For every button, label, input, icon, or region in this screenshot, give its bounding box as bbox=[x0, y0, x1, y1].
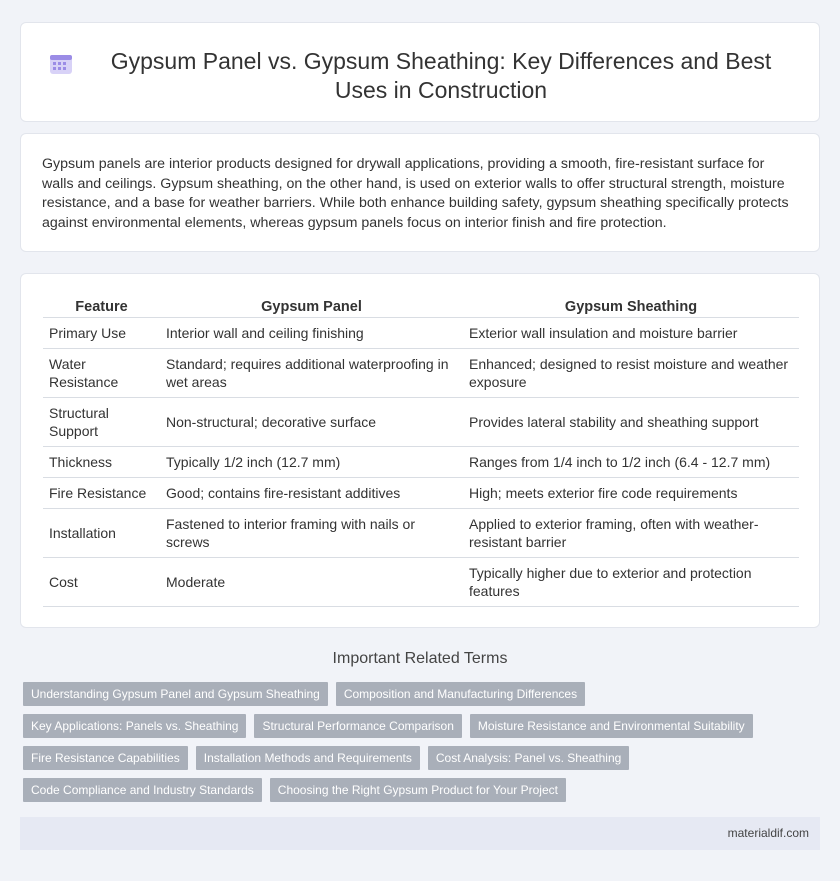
related-term-tag[interactable]: Structural Performance Comparison bbox=[254, 714, 461, 738]
table-row bbox=[43, 398, 799, 447]
related-term-tag[interactable]: Composition and Manufacturing Differences bbox=[336, 682, 585, 706]
related-term-tag[interactable]: Code Compliance and Industry Standards bbox=[23, 778, 262, 802]
intro-card bbox=[20, 133, 820, 252]
panel-cell: Interior wall and ceiling finishing bbox=[160, 318, 463, 349]
title-card bbox=[20, 22, 820, 122]
intro-paragraph: Gypsum panels are interior products designed for drywall applications, providing a smooth, fire-resistant surface for walls and ceilings. Gypsum sheathing, on the other hand, is used on exterior walls to offer structural strength, moisture resistance, and a base for weather barriers. While both enhance building safety, gypsum sheathing specifically protects against environmental elements, whereas gypsum panels focus on interior finish and fire protection. bbox=[42, 156, 789, 231]
header-gypsum-panel: Gypsum Panel bbox=[160, 295, 463, 318]
table-row bbox=[43, 349, 799, 398]
sheathing-cell: Ranges from 1/4 inch to 1/2 inch (6.4 - 12.7 mm) bbox=[463, 447, 799, 478]
feature-cell: Installation bbox=[43, 509, 160, 558]
related-term-tag[interactable]: Key Applications: Panels vs. Sheathing bbox=[23, 714, 246, 738]
footer bbox=[20, 817, 820, 850]
related-terms-list bbox=[23, 682, 823, 810]
table-row bbox=[43, 558, 799, 607]
related-term-tag[interactable]: Choosing the Right Gypsum Product for Your Project bbox=[270, 778, 566, 802]
calendar-grid-icon bbox=[49, 53, 73, 80]
panel-cell: Moderate bbox=[160, 558, 463, 607]
feature-cell: Thickness bbox=[43, 447, 160, 478]
related-term-tag[interactable]: Understanding Gypsum Panel and Gypsum Sheathing bbox=[23, 682, 328, 706]
comparison-card bbox=[20, 273, 820, 628]
feature-cell: Cost bbox=[43, 558, 160, 607]
sheathing-cell: Exterior wall insulation and moisture barrier bbox=[463, 318, 799, 349]
footer-site-link[interactable]: materialdif.com bbox=[727, 826, 809, 840]
related-terms-heading: Important Related Terms bbox=[332, 650, 508, 667]
table-row bbox=[43, 447, 799, 478]
related-term-tag[interactable]: Cost Analysis: Panel vs. Sheathing bbox=[428, 746, 629, 770]
sheathing-cell: Typically higher due to exterior and protection features bbox=[463, 558, 799, 607]
sheathing-cell: Provides lateral stability and sheathing support bbox=[463, 398, 799, 447]
table-row bbox=[43, 509, 799, 558]
panel-cell: Good; contains fire-resistant additives bbox=[160, 478, 463, 509]
table-row bbox=[43, 478, 799, 509]
table-header-row bbox=[43, 295, 799, 318]
panel-cell: Fastened to interior framing with nails or screws bbox=[160, 509, 463, 558]
header-feature: Feature bbox=[43, 295, 160, 318]
feature-cell: Primary Use bbox=[43, 318, 160, 349]
comparison-table bbox=[43, 295, 799, 607]
sheathing-cell: Applied to exterior framing, often with weather-resistant barrier bbox=[463, 509, 799, 558]
page-title: Gypsum Panel vs. Gypsum Sheathing: Key Differences and Best Uses in Construction bbox=[110, 48, 772, 103]
panel-cell: Non-structural; decorative surface bbox=[160, 398, 463, 447]
feature-cell: Water Resistance bbox=[43, 349, 160, 398]
header-gypsum-sheathing: Gypsum Sheathing bbox=[463, 295, 799, 318]
feature-cell: Structural Support bbox=[43, 398, 160, 447]
panel-cell: Standard; requires additional waterproofing in wet areas bbox=[160, 349, 463, 398]
feature-cell: Fire Resistance bbox=[43, 478, 160, 509]
related-term-tag[interactable]: Fire Resistance Capabilities bbox=[23, 746, 188, 770]
related-term-tag[interactable]: Moisture Resistance and Environmental Suitability bbox=[470, 714, 753, 738]
table-row bbox=[43, 318, 799, 349]
sheathing-cell: Enhanced; designed to resist moisture and weather exposure bbox=[463, 349, 799, 398]
sheathing-cell: High; meets exterior fire code requirements bbox=[463, 478, 799, 509]
related-term-tag[interactable]: Installation Methods and Requirements bbox=[196, 746, 420, 770]
panel-cell: Typically 1/2 inch (12.7 mm) bbox=[160, 447, 463, 478]
